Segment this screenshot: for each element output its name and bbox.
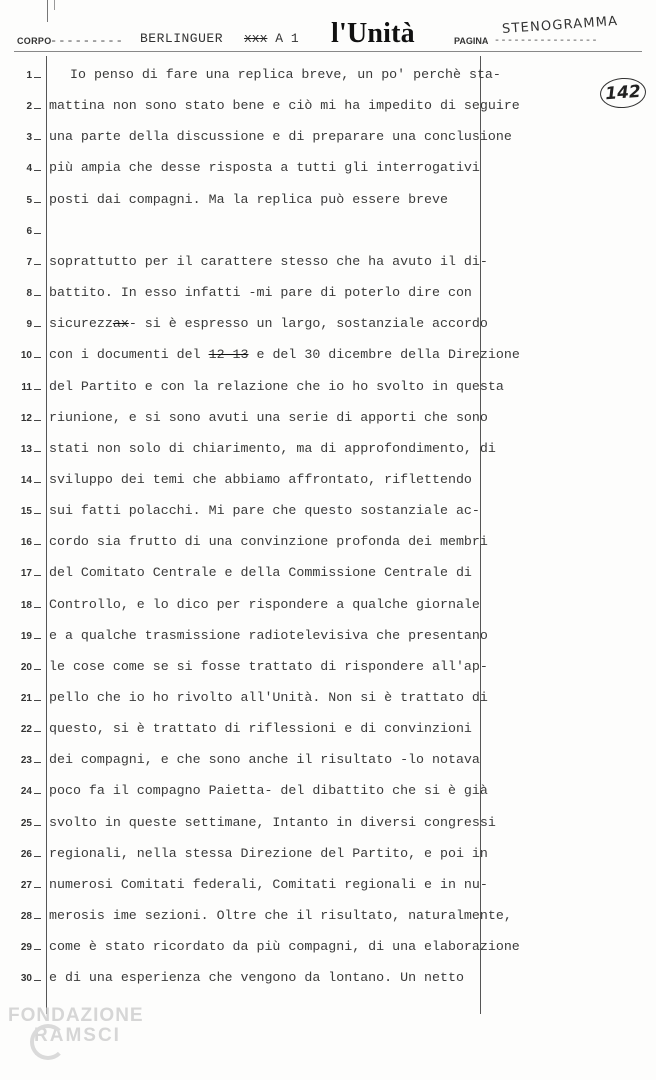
text-line [0, 875, 656, 895]
text-line [0, 190, 656, 210]
line-number-dash [34, 918, 41, 919]
line-text-main: poco fa il compagno Paietta- del dibattito che si è già [49, 783, 488, 799]
line-number: 10 [20, 350, 32, 362]
line-text-main: regionali, nella stessa Direzione del Partito, e poi in [49, 845, 488, 861]
line-number: 14 [20, 474, 32, 486]
line-text [49, 563, 472, 583]
pagina-underline: ---------------- [494, 36, 599, 47]
text-line [0, 377, 656, 397]
line-text-main: soprattutto per il carattere stesso che ha avuto il di- [49, 253, 488, 269]
line-number: 26 [20, 848, 32, 860]
margin-tick [47, 0, 48, 22]
line-text [49, 532, 488, 552]
line-number-dash [34, 451, 41, 452]
line-text-main: Io penso di fare una replica breve, un po' perchè sta- [70, 67, 501, 82]
line-number-dash [34, 949, 41, 950]
line-number: 7 [26, 256, 32, 268]
struck-text: 12 13 [208, 347, 249, 363]
line-number: 4 [26, 163, 32, 175]
line-number-dash [34, 326, 41, 327]
line-number-dash [34, 389, 41, 390]
text-line [0, 626, 656, 646]
line-text [49, 377, 504, 397]
line-text [49, 408, 488, 428]
text-line [0, 96, 656, 116]
line-number: 22 [20, 724, 32, 736]
line-text [49, 283, 472, 303]
line-number: 8 [26, 288, 32, 300]
text-line [0, 158, 656, 178]
text-line [0, 439, 656, 459]
text-line [0, 750, 656, 770]
line-text-main: posti dai compagni. Ma la replica può essere breve [49, 191, 448, 207]
line-number-dash [34, 139, 41, 140]
line-text-main: stati non solo di chiarimento, ma di approfondimento, di [49, 440, 496, 456]
line-number-dash [34, 575, 41, 576]
line-number-dash [34, 980, 41, 981]
masthead-logo: l'Unità [331, 18, 415, 49]
line-text [70, 65, 501, 85]
line-number: 30 [20, 973, 32, 985]
line-number-dash [34, 856, 41, 857]
margin-tick [54, 0, 55, 10]
text-line [0, 314, 656, 334]
line-number-dash [34, 669, 41, 670]
line-number-dash [34, 170, 41, 171]
watermark-line2: RAMSCI [34, 1025, 121, 1046]
line-number-dash [34, 295, 41, 296]
form-header [0, 0, 656, 60]
line-number-dash [34, 513, 41, 514]
line-text-main: dei compagni, e che sono anche il risultato -lo notava [49, 752, 480, 768]
watermark-g-logo [30, 1024, 66, 1060]
line-text-main: sicurezz [49, 316, 113, 332]
line-number: 27 [20, 879, 32, 891]
line-text [49, 345, 520, 365]
line-text-main: pello che io ho rivolto all'Unità. Non si è trattato di [49, 690, 488, 705]
line-text-main: cordo sia frutto di una convinzione profonda dei membri [49, 534, 488, 550]
text-line [0, 595, 656, 615]
text-line [0, 221, 656, 241]
line-text [49, 719, 472, 739]
line-text-main: del Comitato Centrale e della Commissione Centrale di [49, 565, 472, 581]
corpo-value: --------- [50, 34, 124, 48]
line-text [49, 190, 448, 210]
line-text [49, 781, 488, 801]
line-text [49, 875, 488, 895]
text-line [0, 408, 656, 428]
line-number-dash [34, 357, 41, 358]
line-text [49, 750, 480, 770]
line-number: 3 [26, 132, 32, 144]
text-line [0, 719, 656, 739]
line-text [49, 127, 512, 147]
line-number: 28 [20, 911, 32, 923]
line-text-main: riunione, e si sono avuti una serie di apporti che sono [49, 409, 488, 425]
text-line [0, 657, 656, 677]
slug-value: A 1 [275, 31, 299, 46]
watermark [8, 1006, 144, 1046]
line-text [49, 688, 488, 708]
line-text [49, 501, 480, 521]
line-text-main: merosis ime sezioni. Oltre che il risultato, naturalmente, [49, 908, 512, 924]
line-text-main: e a qualche trasmissione radiotelevisiva che presentano [49, 627, 488, 643]
line-number: 13 [20, 443, 32, 455]
header-rule [14, 51, 642, 52]
line-number: 18 [20, 599, 32, 611]
line-number: 11 [21, 381, 32, 393]
line-text-main: con i documenti del [49, 347, 209, 363]
line-number-dash [34, 233, 41, 234]
author-name: BERLINGUER [140, 31, 224, 46]
line-number-dash [34, 77, 41, 78]
line-text-main: del Partito e con la relazione che io ho svolto in questa [49, 378, 504, 394]
line-text-tail: e del 30 dicembre della Direzione [248, 347, 520, 363]
text-line [0, 501, 656, 521]
pagina-label: PAGINA [454, 36, 489, 46]
line-number-dash [34, 638, 41, 639]
line-number-dash [34, 544, 41, 545]
line-text-main: Controllo, e lo dico per rispondere a qualche giornale [49, 596, 480, 612]
line-text-main: e di una esperienza che vengono da lontano. Un netto [49, 970, 464, 986]
text-line [0, 345, 656, 365]
text-line [0, 937, 656, 957]
watermark-line1: FONDAZIONE [8, 1005, 144, 1026]
text-line [0, 252, 656, 272]
line-number-dash [34, 731, 41, 732]
text-line [0, 532, 656, 552]
line-text [49, 906, 512, 926]
text-line [0, 844, 656, 864]
line-number-dash [34, 793, 41, 794]
line-number: 19 [20, 630, 32, 642]
text-line [0, 563, 656, 583]
line-number-dash [34, 887, 41, 888]
line-number-dash [34, 420, 41, 421]
line-text [49, 470, 472, 490]
line-text [49, 813, 496, 833]
line-number: 17 [20, 568, 32, 580]
text-line [0, 470, 656, 490]
line-number-dash [34, 202, 41, 203]
line-text [49, 439, 496, 459]
line-text [49, 96, 520, 116]
line-number: 5 [26, 194, 32, 206]
line-text-main: questo, si è trattato di riflessioni e di convinzioni [49, 721, 472, 737]
line-text-tail: - si è espresso un largo, sostanziale accordo [128, 316, 488, 332]
corpo-label: CORPO [17, 36, 52, 46]
line-number-dash [34, 762, 41, 763]
line-text [49, 158, 480, 178]
struck-text: ax [112, 316, 129, 332]
line-text [49, 657, 488, 677]
line-text-main: sviluppo dei temi che abbiamo affrontato, riflettendo [49, 471, 472, 487]
text-line [0, 65, 656, 85]
line-text-main: le cose come se si fosse trattato di rispondere all'ap- [49, 658, 488, 674]
line-number: 16 [20, 537, 32, 549]
pagina-value: STENOGRAMMA [501, 13, 619, 38]
text-line [0, 283, 656, 303]
line-number: 20 [20, 661, 32, 673]
line-number: 2 [26, 101, 32, 113]
text-line [0, 688, 656, 708]
line-number: 21 [20, 693, 32, 704]
line-number: 12 [20, 412, 32, 424]
line-number-dash [34, 108, 41, 109]
line-text-main: numerosi Comitati federali, Comitati regionali e in nu- [49, 876, 488, 892]
line-number: 15 [20, 506, 32, 518]
line-number-dash [34, 700, 41, 701]
text-line [0, 813, 656, 833]
line-number: 6 [26, 225, 32, 237]
text-line [0, 127, 656, 147]
text-line [0, 968, 656, 988]
text-line [0, 781, 656, 801]
slug-code [244, 31, 299, 46]
line-number-dash [34, 825, 41, 826]
folio-number: 142 [599, 76, 647, 109]
line-text [49, 844, 488, 864]
line-text-main: come è stato ricordato da più compagni, di una elaborazione [49, 939, 520, 955]
line-text-main: svolto in queste settimane, Intanto in diversi congressi [49, 814, 496, 830]
line-text [49, 626, 488, 646]
line-text [49, 314, 488, 334]
line-number: 29 [20, 942, 32, 954]
line-text [49, 252, 488, 272]
line-number-dash [34, 482, 41, 483]
line-text-main: più ampia che desse risposta a tutti gli interrogativi [49, 160, 480, 176]
line-text-main: una parte della discussione e di preparare una conclusione [49, 129, 512, 145]
line-text-main: mattina non sono stato bene e ciò mi ha impedito di seguire [49, 98, 520, 114]
line-number-dash [34, 607, 41, 608]
line-text-main: sui fatti polacchi. Mi pare che questo sostanziale ac- [49, 503, 480, 519]
line-text-main: battito. In esso infatti -mi pare di poterlo dire con [49, 285, 472, 301]
line-text [49, 595, 480, 615]
text-line [0, 906, 656, 926]
slug-struck: xxx [244, 31, 268, 46]
line-number: 9 [26, 319, 32, 331]
line-number: 23 [20, 755, 32, 767]
line-number: 25 [20, 817, 32, 829]
line-text [49, 968, 464, 988]
line-number: 1 [26, 70, 32, 81]
line-number-dash [34, 264, 41, 265]
line-number: 24 [20, 786, 32, 798]
line-text [49, 937, 520, 957]
